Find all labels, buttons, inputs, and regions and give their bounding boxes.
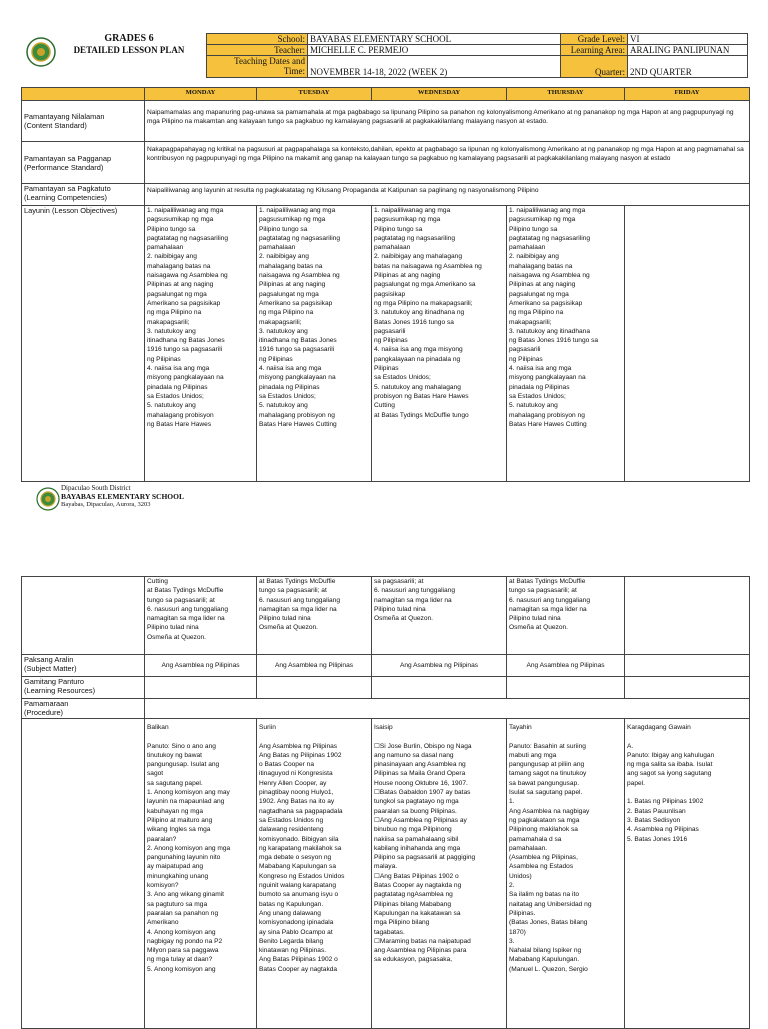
corner-cell [22,88,145,101]
content-standard-text: Naipamamalas ang mapanuring pag-unawa sa pamamahala at mga pagbabago sa lipunang Pilipino sa panahon ng kolonyalismong Amerikano at ng pananakop ng mga Hapon at ang pagpupunyagi ng mga Pilipino na makamtan ang kalayaan tungo sa pagkabuo ng kamalayang pagsasarili at pagkakakilanlang malayang nasyon at estado. [145,101,750,142]
grade-level-label: Grade Level: [561,34,628,45]
objectives-thursday: 1. naipaliliwanag ang mga pagsusumikap ng mga Pilipino tungo sa pagtatatag ng nagsasariling pamahalaan 2. naibibigay ang mahalagang batas na naisagawa ng Asamblea ng Pilipinas at ang naging pagsalungat ng mga Amerikano sa pagsisikap ng mga Pilipino na makapagsarili; 3. natutukoy ang itinadhana ng Batas Jones 1916 tungo sa pagsasarili ng Pilipinas 4. naiisa isa ang mga misyong pangkalayaan na pinadala ng Pilipinas sa Estados Unidos; 5. natutukoy ang mahalagang probisyon ng Batas Hare Hawes Cutting [507,206,625,482]
day-header-wednesday: WEDNESDAY [372,88,507,101]
continuation-tuesday: at Batas Tydings McDuffie tungo sa pagsasarili; at 6. nasusuri ang tunggaliang namagitan sa mga lider na Pilipino tulad nina Osmeña at Quezon. [257,577,372,655]
day-header-friday: FRIDAY [625,88,750,101]
procedure-friday: Karagdagang Gawain A. Panuto: Ibigay ang kahulugan ng mga salita sa ibaba. Isulat ang sagot sa iyong sagutang papel. 1. Batas ng Pilipinas 1902 2. Batas Pauunlisan 3. Batas Sedisyon 4. Asamblea ng Pilipinas 5. Batas Jones 1916 [625,719,750,1029]
header-info-table [206,33,748,78]
school-seal-icon [36,487,60,511]
procedure-monday: Balikan Panuto: Sino o ano ang tinutukoy ng bawat pangungusap. Isulat ang sagot sa sagutang papel. 1. Anong komisyon ang may layunin na mapaunlad ang kabuhayan ng mga Pilipino at maituro ang wikang Ingles sa mga paaralan? 2. Anong komisyon ang mga pangunahing layunin nito ay maipatupad ang minungkahing unang komisyon? 3. Ano ang wikang ginamit sa pagtuturo sa mga paaralan sa panahon ng Amerikano 4. Anong komisyon ang nagbigay ng pondo na P2 Milyon para sa paggawa ng mga tulay at daan? 5. Anong komisyon ang [145,719,257,1029]
school-value: BAYABAS ELEMENTARY SCHOOL [308,34,561,45]
resources-tuesday [257,677,372,699]
teacher-value: MICHELLE C. PERMEJO [308,45,561,56]
footer-logo [36,487,60,511]
competencies-text: Naipaliliwanag ang layunin at resulta ng pagkakatatag ng Kilusang Propaganda at Katipunan sa paglinang ng nasyonalismong Pilipino [145,184,750,206]
footer-district: Dipaculao South District [61,484,131,492]
subject-matter-thursday: Ang Asamblea ng Pilipinas [507,655,625,677]
quarter-label: Quarter: [561,56,628,78]
grade-level-value: VI [628,34,748,45]
continuation-friday [625,577,750,655]
procedure-wednesday: Isaisip ☐Si Jose Burlin, Obispo ng Naga ang namuno sa dasal nang pinasinayaan ang Asamblea ng Pilipinas sa Maila Grand Opera House noong Oktubre 16, 1907. ☐Batas Gabaldon 1907 ay batas tungkol sa pagtatayo ng mga paaralan sa buong Pilipinas. ☐Ang Asamblea ng Pilipinas ay binubuo ng mga Pilipinong nakiisa sa pamahalaang sibil kabilang inihahanda ang mga Pilipino sa pagsasarili at paggiging malaya. ☐Ang Batas Pilipinas 1902 o Batas Cooper ay nagtakda ng pagtatatag ngAsamblea ng Pilipinas bilang Mababang Kapulungan na kakatawan sa mga Pilipino bilang tagabatas. ☐Maraming batas na naipatupad ang Asamblea ng Pilipinas para sa edukasyon, pagsasaka, [372,719,507,1029]
objectives-tuesday: 1. naipaliliwanag ang mga pagsusumikap ng mga Pilipino tungo sa pagtatatag ng nagsasariling pamahalaan 2. naibibigay ang mahalagang batas na naisagawa ng Asamblea ng Pilipinas at ang naging pagsalungat ng mga Amerikano sa pagsisikap ng mga Pilipino na makapagsarili; 3. natutukoy ang itinadhana ng Batas Jones 1916 tungo sa pagsasarili ng Pilipinas 4. naiisa isa ang mga misyong pangkalayaan na pinadala ng Pilipinas sa Estados Unidos; 5. natutukoy ang mahalagang probisyon ng Batas Hare Hawes Cutting [257,206,372,482]
deped-seal-icon [26,37,56,67]
objectives-wednesday: 1. naipaliliwanag ang mga pagsusumikap ng mga Pilipino tungo sa pagtatatag ng nagsasariling pamahalaan 2. naibibigay ang mahalagang batas na naisagawa ng Asamblea ng Pilipinas at ang naging pagsalungat ng mga Amerikano sa pagsisikap ng mga Pilipino na makapagsarili; 3. natutukoy ang itinadhana ng Batas Jones 1916 tungo sa pagsasarili ng Pilipinas 4. naiisa isa ang mga misyong pangkalayaan na pinadala ng Pilipinas sa Estados Unidos; 5. natutukoy ang mahalagang probisyon ng Batas Hare Hawes Cutting at Batas Tydings McDuffie tungo [372,206,507,482]
competencies-label: Pamantayan sa Pagkatuto (Learning Competencies) [22,184,145,206]
footer-address: Bayabas, Dipaculao, Aurora, 3203 [61,501,151,508]
day-header-thursday: THURSDAY [507,88,625,101]
content-standard-label: Pamantayang Nilalaman (Content Standard) [22,101,145,142]
resources-friday [625,677,750,699]
subject-matter-label: Paksang Aralin (Subject Matter) [22,655,145,677]
procedure-header-blank [145,699,750,719]
lesson-plan-table-page2 [21,576,750,1029]
continuation-monday: Cutting at Batas Tydings McDuffie tungo sa pagsasarili; at 6. nasusuri ang tunggaliang namagitan sa mga lider na Pilipino tulad nina Osmeña at Quezon. [145,577,257,655]
procedure-tuesday: Suriin Ang Asamblea ng Pilipinas Ang Batas ng Pilipinas 1902 o Batas Cooper na itinaguyod ni Kongresista Henry Allen Cooper, ay pinagtibay noong Hulyo1, 1902. Ang Batas na ito ay nagtadhana sa pagpapadala sa Estados Unidos ng dalawang residenteng komisyonado. Bibigyan sila ng karapatang makilahok sa mga debate o sesyon ng Mababang Kapulungan sa Kongreso ng Estados Unidos nguinit walang karapatang bumoto sa anumang isyu o batas ng Kapulungan. Ang unang dalawang komisyonadong ipinadala ay sina Pablo Ocampo at Benito Legarda bilang kinatawan ng Pilipinas. Ang Batas Pilipinas 1902 o Batas Cooper ay nagtakda [257,719,372,1029]
footer-school: BAYABAS ELEMENTARY SCHOOL [61,492,184,501]
resources-label: Gamitang Panturo (Learning Resources) [22,677,145,699]
procedure-label-spacer [22,719,145,1029]
subject-matter-monday: Ang Asamblea ng Pilipinas [145,655,257,677]
subject-matter-wednesday: Ang Asamblea ng Pilipinas [372,655,507,677]
resources-wednesday [372,677,507,699]
subject-matter-friday [625,655,750,677]
continuation-wednesday: sa pagsasarili; at 6. nasusuri ang tunggaliang namagitan sa mga lider na Pilipino tulad nina Osmeña at Quezon. [372,577,507,655]
subject-matter-tuesday: Ang Asamblea ng Pilipinas [257,655,372,677]
performance-standard-text: Nakapagpapahayag ng kritikal na pagsusuri at pagpapahalaga sa konteksto,dahilan, epekto at pagbabago sa lipunan ng kolonyalismong Amerikano at ng pananakop ng mga Hapon at ang pagmamahal sa kontribusyon ng pagpupunyagi ng mga Pilipino na makamit ang ganap na kalayaan tungo sa pagkabuo ng kamalayang pagsasarili at pagkakakilanlang malayang nasyon at estado [145,142,750,184]
day-header-monday: MONDAY [145,88,257,101]
objectives-monday: 1. naipaliliwanag ang mga pagsusumikap ng mga Pilipino tungo sa pagtatatag ng nagsasariling pamahalaan 2. naibibigay ang mahalagang batas na naisagawa ng Asamblea ng Pilipinas at ang naging pagsalungat ng mga Amerikano sa pagsisikap ng mga Pilipino na makapagsarili; 3. natutukoy ang itinadhana ng Batas Jones 1916 tungo sa pagsasarili ng Pilipinas 4. naiisa isa ang mga misyong pangkalayaan na pinadala ng Pilipinas sa Estados Unidos; 5. natutukoy ang mahalagang probisyon ng Batas Hare Hawes [145,206,257,482]
teacher-label: Teacher: [207,45,308,56]
lesson-plan-table-page1 [21,87,750,482]
learning-area-value: ARALING PANLIPUNAN [628,45,748,56]
objectives-label: Layunin (Lesson Objectives) [22,206,145,482]
teaching-dates-label: Teaching Dates and Time: [207,56,308,78]
school-label: School: [207,34,308,45]
plan-title: DETAILED LESSON PLAN [73,45,185,55]
objectives-friday [625,206,750,482]
procedure-thursday: Tayahin Panuto: Basahin at suriing mabuti ang mga pangungusap at piliin ang tamang sagot na tinutukoy sa bawat pangungusap. Isulat sa sagutang papel. 1. Ang Asamblea na nagbigay ng pagkakataon sa mga Pilipinong makilahok sa pamamahala d sa pamahalaan. (Asamblea ng Pilipinas, Asamblea ng Estados Unidos) 2. Sa ilalim ng batas na ito naitatag ang Unibersidad ng Pilipinas. (Batas Jones, Batas bilang 1870) 3. Nahalal bilang Ispiker ng Mababang Kapulungan. (Manuel L. Quezon, Sergio [507,719,625,1029]
quarter-value: 2ND QUARTER [628,56,748,78]
grade-title: GRADES 6 [104,33,154,44]
continuation-label [22,577,145,655]
procedure-label: Pamamaraan (Procedure) [22,699,145,719]
teaching-dates-value: NOVEMBER 14-18, 2022 (WEEK 2) [308,56,561,78]
day-header-tuesday: TUESDAY [257,88,372,101]
resources-monday [145,677,257,699]
continuation-thursday: at Batas Tydings McDuffie tungo sa pagsasarili; at 6. nasusuri ang tunggaliang namagitan sa mga lider na Pilipino tulad nina Osmeña at Quezon. [507,577,625,655]
resources-thursday [507,677,625,699]
header-logo [26,37,56,67]
learning-area-label: Learning Area: [561,45,628,56]
performance-standard-label: Pamantayan sa Pagganap (Performance Standard) [22,142,145,184]
